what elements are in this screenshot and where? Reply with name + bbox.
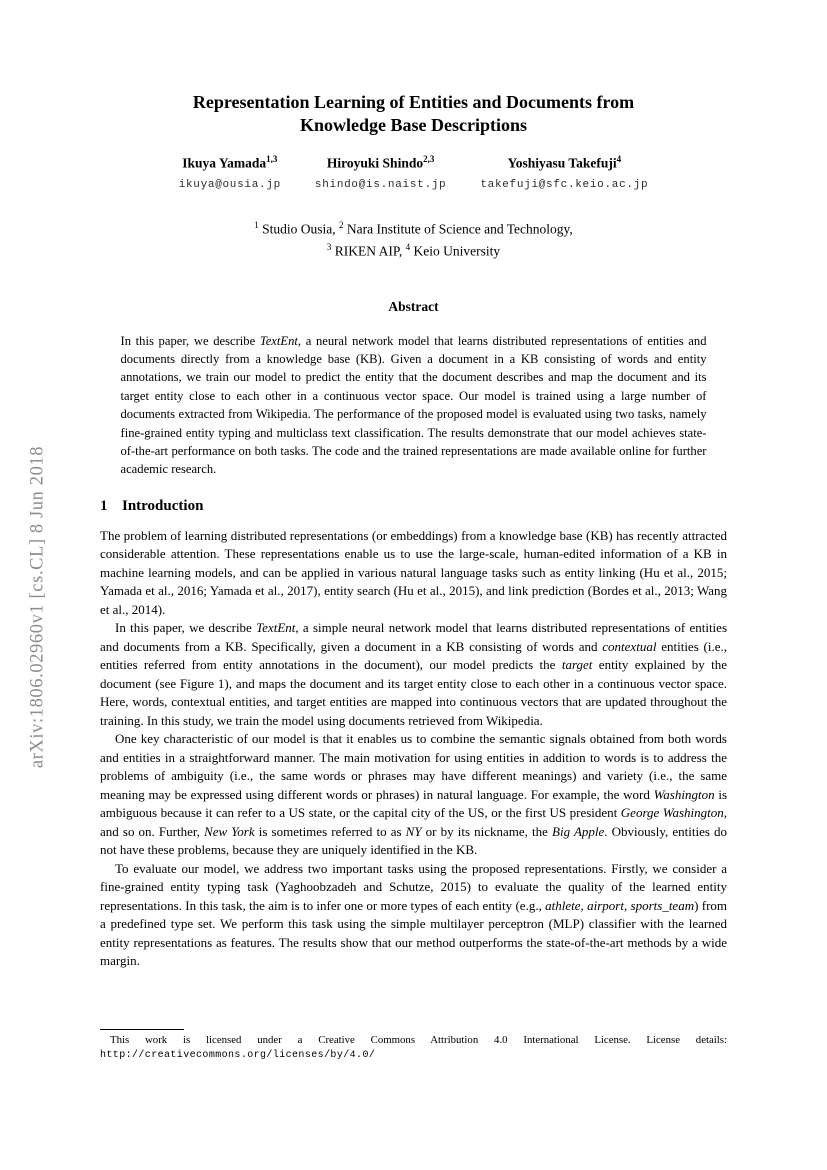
paragraph: In this paper, we describe TextEnt, a simple neural network model that learns distributed representations of entities and documents from a KB. Specifically, given a document in a KB consisting of words and contextual entities (i.e., entities referred from entity annotations in the document), our model predicts the target entity explained by the document (see Figure 1), and maps the document and its target entity close to each other in a continuous vector space. Here, words, contextual entities, and target entities are mapped into continuous vectors that are updated throughout the training. In this study, we train the model using documents retrieved from Wikipedia. bbox=[100, 620, 727, 728]
abstract-heading: Abstract bbox=[388, 298, 439, 314]
paragraph: One key characteristic of our model is that it enables us to combine the semantic signals obtained from both words and entities in a straightforward manner. The main motivation for using entities in addition to words is to address the problems of ambiguity (i.e., the same words or phrases may have different meanings) and variety (i.e., the same meaning may be expressed using different words or phrases) in natural language. For example, the word Washington is ambiguous because it can refer to a US state, or the capital city of the US, or the first US president George Washington, and so on. Further, New York is sometimes referred to as NY or by its nickname, the Big Apple. Obviously, entities do not have these problems, because they are uniquely identified in the KB. bbox=[100, 731, 728, 858]
paper-content bbox=[100, 0, 727, 971]
author-block bbox=[179, 154, 281, 191]
author-affiliation-marker: 2,3 bbox=[423, 154, 435, 164]
paper-title bbox=[100, 0, 727, 137]
authors-row bbox=[100, 154, 727, 191]
author-name-text: Ikuya Yamada bbox=[182, 155, 267, 171]
affiliation-line: $^3$ RIKEN AIP, $^4$ Keio University bbox=[326, 242, 501, 259]
paper-title-line1: Representation Learning of Entities and Documents from bbox=[192, 92, 635, 112]
paragraph: The problem of learning distributed representations (or embeddings) from a knowledge base (KB) has recently attracted considerable attention. These representations enable us to use the large-scale, human-edited information of a KB in machine learning models, and can be applied in various natural language tasks such as entity linking (Hu et al., 2015; Yamada et al., 2016; Yamada et al., 2017), entity search (Hu et al., 2015), and link prediction (Bordes et al., 2013; Wang et al., 2014). bbox=[100, 527, 727, 617]
footnote-text: This work is licensed under a Creative Commons Attribution 4.0 International License. License details: http://creativecommons.org/licenses/by/4.0/ bbox=[100, 1034, 727, 1061]
footnote-rule bbox=[100, 1029, 184, 1030]
affiliations bbox=[100, 216, 727, 261]
arxiv-watermark-label: arXiv:1806.02960v1 [cs.CL] 8 Jun 2018 bbox=[27, 445, 48, 769]
author-block bbox=[480, 154, 648, 191]
author-name-text: Hiroyuki Shindo bbox=[326, 155, 424, 171]
abstract-text: In this paper, we describe TextEnt, a neural network model that learns distributed representations of entities and documents directly from a knowledge base (KB). Given a document in a KB consisting of words and entity annotations, we train our model to predict the entity that the document describes and map the document and its target entity close to each other in a continuous vector space. Our model is trained using a large number of documents extracted from Wikipedia. The performance of the proposed model is evaluated using two tasks, namely fine-grained entity typing and multiclass text classification. The results demonstrate that our model achieves state-of-the-art performance on both tasks. The code and the trained representations are made available online for further academic research. bbox=[120, 333, 707, 477]
author-affiliation-marker: 1,3 bbox=[266, 154, 278, 164]
author-name bbox=[179, 154, 281, 172]
author-name bbox=[480, 154, 648, 172]
author-email: shindo@is.naist.jp bbox=[314, 178, 447, 191]
introduction-body bbox=[100, 527, 727, 971]
author-block bbox=[315, 154, 446, 191]
paragraph: To evaluate our model, we address two important tasks using the proposed representations. Firstly, we consider a fine-grained entity typing task (Yaghoobzadeh and Schutze, 2015) to evaluate the quality of the learned entity representations. In this task, the aim is to infer one or more types of each entity (e.g., athlete, airport, sports_team) from a predefined type set. We perform this task using the simple multilayer perceptron (MLP) classifier with the learned entity representations as features. The results show that our method outperforms the state-of-the-art methods by a wide margin. bbox=[100, 860, 728, 969]
author-name bbox=[315, 154, 446, 172]
section-title: Introduction bbox=[122, 497, 204, 514]
author-email: ikuya@ousia.jp bbox=[178, 178, 281, 191]
license-footnote bbox=[100, 1029, 727, 1062]
author-affiliation-marker: 4 bbox=[616, 154, 622, 164]
affiliation-line: $^1$ Studio Ousia, $^2$ Nara Institute of Science and Technology, bbox=[254, 219, 573, 236]
section-heading-introduction bbox=[100, 498, 727, 515]
author-name-text: Yoshiyasu Takefuji bbox=[507, 155, 617, 171]
author-email: takefuji@sfc.keio.ac.jp bbox=[480, 178, 649, 191]
section-number: 1 bbox=[100, 497, 108, 514]
paper-title-line2: Knowledge Base Descriptions bbox=[300, 115, 527, 135]
